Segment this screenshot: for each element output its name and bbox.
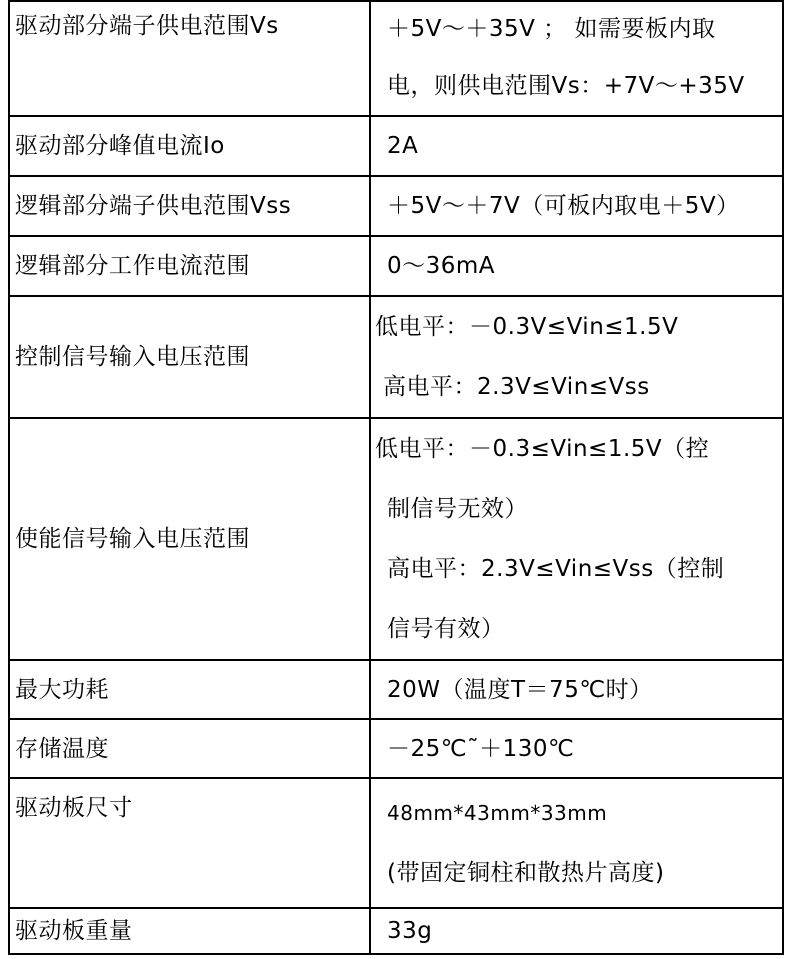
row-label (9, 660, 370, 719)
value-line: 48mm*43mm*33mm (387, 801, 608, 825)
value-line: 2A (387, 133, 419, 159)
table-row (9, 1, 783, 116)
value-line: ＋5V～＋35V ； 如需要板内取 (387, 16, 716, 42)
row-label-text: 存储温度 (15, 735, 109, 762)
table-row (9, 908, 783, 954)
value-line: 信号有效） (387, 616, 505, 642)
table-row (9, 719, 783, 778)
value-line: －25℃˜＋130℃ (387, 735, 575, 762)
row-label (9, 176, 370, 236)
row-label (9, 296, 370, 418)
row-value (370, 660, 783, 719)
row-label (9, 908, 370, 954)
table-row (9, 236, 783, 296)
table-row (9, 778, 783, 908)
row-label-text: 驱动部分端子供电范围Vs (15, 13, 279, 39)
value-line: 33g (387, 918, 433, 944)
table-row (9, 116, 783, 176)
row-value (370, 1, 783, 116)
row-label-text: 驱动部分峰值电流Io (15, 133, 225, 159)
row-label (9, 418, 370, 660)
row-label-text: 驱动板重量 (15, 918, 133, 944)
row-value (370, 719, 783, 778)
table-row (9, 418, 783, 660)
spec-table (8, 0, 784, 955)
row-label (9, 1, 370, 116)
row-label-text: 逻辑部分工作电流范围 (15, 253, 250, 279)
row-label-text: 逻辑部分端子供电范围Vss (15, 193, 292, 219)
value-line: 20W（温度T＝75℃时） (387, 676, 653, 703)
row-value (370, 418, 783, 660)
value-line: (带固定铜柱和散热片高度) (387, 860, 665, 886)
table-row (9, 176, 783, 236)
row-label (9, 116, 370, 176)
row-value (370, 176, 783, 236)
table-row (9, 660, 783, 719)
row-label (9, 236, 370, 296)
row-label-text: 驱动板尺寸 (15, 795, 133, 821)
value-line: 电，则供电范围Vs：+7V～+35V (387, 73, 745, 99)
table-row (9, 296, 783, 418)
value-line: 高电平：2.3V≤Vin≤Vss（控制 (387, 556, 725, 582)
row-value (370, 116, 783, 176)
row-value (370, 908, 783, 954)
value-line: 低电平：－0.3V≤Vin≤1.5V (375, 314, 679, 340)
value-line: 制信号无效） (387, 496, 528, 522)
row-label-text: 使能信号输入电压范围 (15, 526, 250, 552)
value-line: ＋5V～＋7V（可板内取电＋5V） (387, 193, 740, 219)
row-value (370, 236, 783, 296)
row-label-text: 最大功耗 (15, 676, 109, 703)
value-line: 高电平：2.3V≤Vin≤Vss (383, 374, 650, 400)
row-label-text: 控制信号输入电压范围 (15, 344, 250, 370)
value-line: 0～36mA (387, 253, 496, 279)
row-label (9, 719, 370, 778)
row-value (370, 296, 783, 418)
value-line: 低电平：－0.3≤Vin≤1.5V（控 (375, 436, 710, 462)
row-value (370, 778, 783, 908)
row-label (9, 778, 370, 908)
